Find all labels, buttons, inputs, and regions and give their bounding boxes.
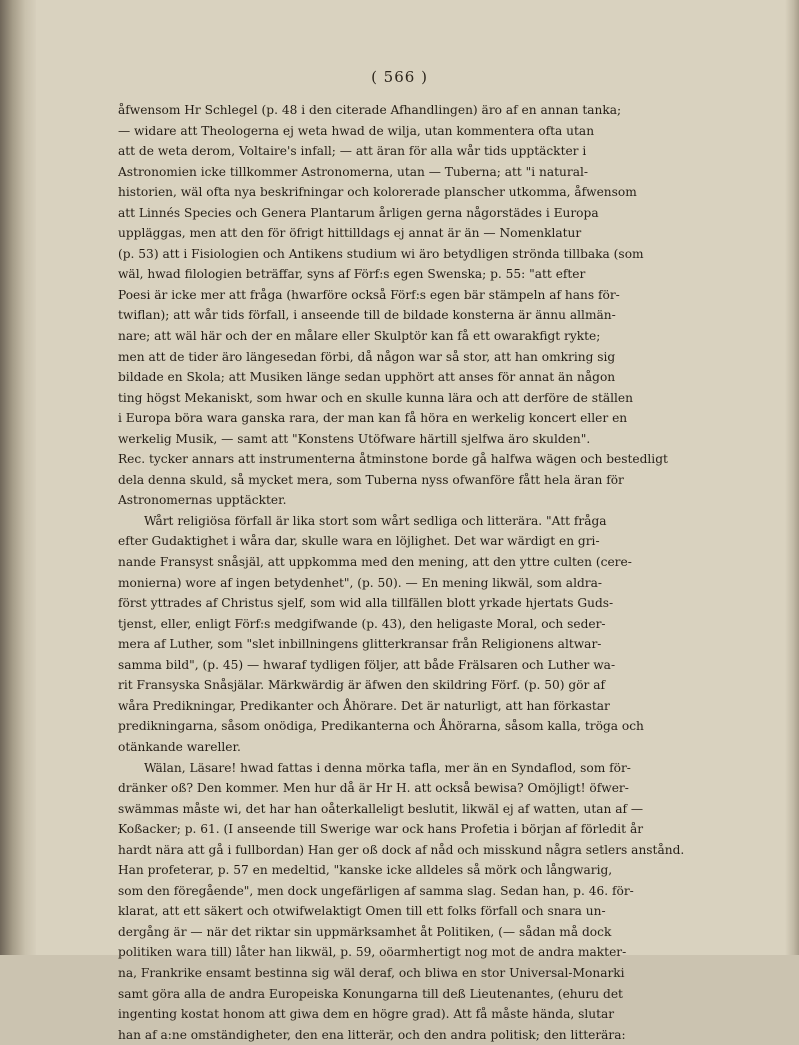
book-gutter: [0, 0, 36, 955]
text-line: men att de tider äro längesedan förbi, då någon war så stor, att han omkring sig: [118, 349, 616, 364]
text-line: rit Fransyska Snåsjälar. Märkwärdig är äfwen den skildring Förf. (p. 50) gör af: [118, 678, 605, 693]
text-line: otänkande wareller.: [118, 739, 241, 754]
page-number: ( 566 ): [371, 68, 428, 86]
paragraph-start-line: Wälan, Läsare! hwad fattas i denna mörka tafla, mer än en Syndaflod, som för-: [144, 760, 631, 775]
text-line: han af a:ne omständigheter, den ena litterär, och den andra politisk; den litterära:: [118, 1027, 626, 1042]
text-line: bildade en Skola; att Musiken länge sedan upphört att anses för annat än någon: [118, 370, 616, 385]
text-line: twiflan); att wår tids förfall, i anseende till de bildade konsterna är ännu allmän-: [118, 308, 616, 323]
text-line: politiken wara till) låter han likwäl, p. 59, oöarmhertigt nog mot de andra makter-: [118, 945, 627, 960]
text-line: klarat, att ett säkert och otwifwelaktigt Omen till ett folks förfall och snara un-: [118, 904, 606, 919]
text-line: samma bild", (p. 45) — hwaraf tydligen följer, att både Frälsaren och Luther wa-: [118, 657, 616, 672]
text-line: historien, wäl ofta nya beskrifningar och kolorerade planscher utkomma, åfwensom: [118, 185, 637, 200]
text-line: nande Fransyst snåsjäl, att uppkomma med den mening, att den yttre culten (cere-: [118, 555, 632, 570]
text-line: — widare att Theologerna ej weta hwad de wilja, utan kommentera ofta utan: [118, 123, 595, 138]
text-line: Han profeterar, p. 57 en medeltid, "kanske icke alldeles så mörk och långwarig,: [118, 863, 613, 878]
text-line: (p. 53) att i Fisiologien och Antikens studium wi äro betydligen strönda tillbaka (som: [118, 246, 644, 261]
text-line: monierna) wore af ingen betydenhet", (p. 50). — En mening likwäl, som aldra-: [118, 575, 602, 590]
text-line: Astronomien icke tillkommer Astronomerna, utan — Tuberna; att "i natural-: [118, 164, 588, 179]
text-line: swämmas måste wi, det har han oåterkalleligt beslutit, likwäl ej af watten, utan af —: [118, 801, 644, 816]
paragraph-start-line: Wårt religiösa förfall är lika stort som wårt sedliga och litterära. "Att fråga: [144, 513, 607, 528]
body-text: [118, 100, 768, 1045]
text-line: ting högst Mekaniskt, som hwar och en skulle kunna lära och att derföre de ställen: [118, 390, 633, 405]
text-line: efter Gudaktighet i wåra dar, skulle wara en löjlighet. Det war wärdigt en gri-: [118, 534, 600, 549]
text-line: Astronomernas upptäckter.: [118, 493, 287, 508]
text-line: werkelig Musik, — samt att "Konstens Utöfware härtill sjelfwa äro skulden".: [118, 431, 591, 446]
text-line: tjenst, eller, enligt Förf:s medgifwande (p. 43), den heligaste Moral, och seder-: [118, 616, 606, 631]
text-line: Rec. tycker annars att instrumenterna åtminstone borde gå halfwa wägen och bestedligt: [118, 452, 668, 467]
text-line: uppläggas, men att den för öfrigt hittilldags ej annat är än — Nomenklatur: [118, 226, 582, 241]
text-line: predikningarna, såsom onödiga, Predikanterna och Åhörarna, såsom kalla, tröga och: [118, 719, 644, 734]
text-line: som den föregående", men dock ungefärligen af samma slag. Sedan han, p. 46. för-: [118, 883, 634, 898]
text-line: nare; att wäl här och der en målare eller Skulptör kan få ett owarakfigt rykte;: [118, 329, 601, 344]
text-line: att de weta derom, Voltaire's infall; — att äran för alla wår tids upptäckter i: [118, 144, 587, 159]
text-line: dränker oß? Den kommer. Men hur då är Hr H. att också bewisa? Omöjligt! öfwer-: [118, 781, 629, 796]
text-line: dergång är — när det riktar sin uppmärksamhet åt Politiken, (— sådan må dock: [118, 924, 612, 939]
text-line: ingenting kostat honom att giwa dem en högre grad). Att få måste hända, slutar: [118, 1007, 615, 1022]
text-line: hardt nära att gå i fullbordan) Han ger oß dock af nåd och misskund några setlers anstånd.: [118, 842, 685, 857]
text-line: wäl, hwad filologien beträffar, syns af Förf:s egen Swenska; p. 55: "att efter: [118, 267, 586, 282]
text-line: Poesi är icke mer att fråga (hwarföre också Förf:s egen bär stämpeln af hans för-: [118, 287, 620, 302]
text-line: Koßacker; p. 61. (I anseende till Swerige war ock hans Profetia i början af förledit år: [118, 822, 644, 837]
text-line: först yttrades af Christus sjelf, som wid alla tillfällen blott yrkade hjertats Guds-: [118, 596, 614, 611]
text-line: na, Frankrike ensamt bestinna sig wäl deraf, och bliwa en stor Universal-Monarki: [118, 965, 625, 980]
text-line: mera af Luther, som "slet inbillningens glitterkransar från Religionens altwar-: [118, 637, 602, 652]
text-line: åfwensom Hr Schlegel (p. 48 i den citerade Afhandlingen) äro af en annan tanka;: [118, 103, 622, 117]
text-line: samt göra alla de andra Europeiska Konungarna till deß Lieutenantes, (ehuru det: [118, 986, 623, 1001]
page-edge: [785, 0, 799, 955]
text-line: att Linnés Species och Genera Plantarum årligen gerna någorstädes i Europa: [118, 205, 599, 220]
text-line: wåra Predikningar, Predikanter och Åhörare. Det är naturligt, att han förkastar: [118, 698, 610, 713]
text-line: dela denna skuld, så mycket mera, som Tuberna nyss ofwanföre fått hela äran för: [118, 472, 624, 487]
text-line: i Europa böra wara ganska rara, der man kan få höra en werkelig koncert eller en: [118, 411, 628, 426]
